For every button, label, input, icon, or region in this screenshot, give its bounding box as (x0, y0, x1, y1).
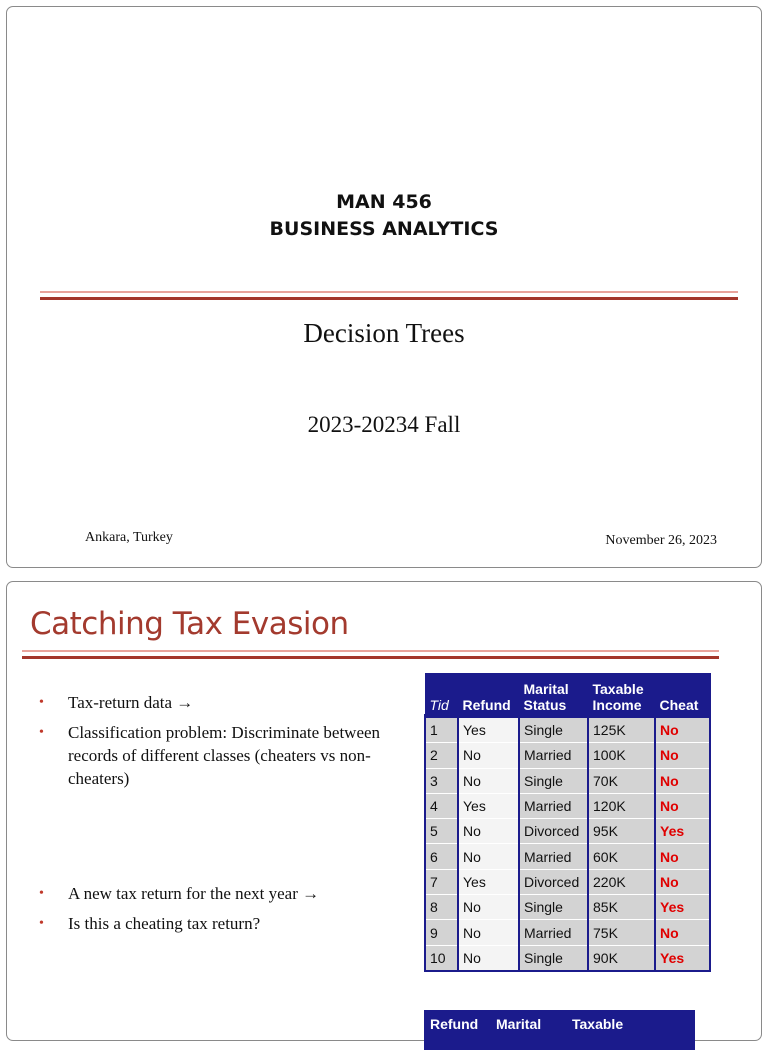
table-cell: 60K (588, 844, 655, 869)
table2-header-cell: Marital (496, 1016, 542, 1032)
table-cell: 2 (425, 743, 458, 768)
table-cell: 125K (588, 716, 655, 743)
table-header-cell: Refund (458, 674, 519, 717)
term-label: 2023-20234 Fall (307, 412, 461, 437)
table-row (425, 768, 710, 793)
table-cell: 5 (425, 819, 458, 844)
bullet-text: Is this a cheating tax return? (68, 914, 261, 933)
table-cell: Yes (655, 945, 710, 971)
location-label: Ankara, Turkey (85, 530, 173, 545)
table-cell: Divorced (519, 869, 588, 894)
table-cell: No (458, 945, 519, 971)
bullet-item (35, 721, 415, 790)
table-cell: 85K (588, 895, 655, 920)
title-slide (6, 6, 762, 568)
course-heading (7, 189, 761, 243)
table-cell: Yes (458, 716, 519, 743)
table-cell: 7 (425, 869, 458, 894)
table-row (425, 920, 710, 945)
bullet-item (35, 882, 415, 905)
table-cell: Yes (655, 819, 710, 844)
table-header-row (425, 674, 710, 717)
table-cell: Yes (458, 869, 519, 894)
table-cell: 95K (588, 819, 655, 844)
table-cell: No (655, 844, 710, 869)
table-row (425, 819, 710, 844)
table-cell: No (458, 844, 519, 869)
table-cell: No (655, 743, 710, 768)
table2-header-cell: Taxable (572, 1016, 624, 1032)
table-row (425, 743, 710, 768)
table-cell: No (458, 743, 519, 768)
divider-thin (22, 650, 719, 652)
table2-header-cell: Refund (430, 1016, 479, 1032)
table-row (425, 895, 710, 920)
table-header-cell: Tid (425, 674, 458, 717)
table-cell: 4 (425, 793, 458, 818)
table-cell: Married (519, 920, 588, 945)
divider-thick (40, 297, 738, 300)
course-name: BUSINESS ANALYTICS (269, 218, 499, 240)
divider-thin (40, 291, 738, 293)
table-header-cell: Cheat (655, 674, 710, 717)
bullet-icon: • (39, 886, 44, 901)
bullet-text: Tax-return data → (68, 693, 194, 712)
table-cell: Divorced (519, 819, 588, 844)
table-cell: Single (519, 716, 588, 743)
table-cell: 75K (588, 920, 655, 945)
table-cell: Married (519, 844, 588, 869)
table-cell: Single (519, 945, 588, 971)
table-cell: Single (519, 768, 588, 793)
table-cell: 90K (588, 945, 655, 971)
table-cell: No (655, 869, 710, 894)
bullet-list-bottom (35, 882, 415, 942)
table-cell: 8 (425, 895, 458, 920)
course-code: MAN 456 (336, 191, 432, 213)
table-cell: No (655, 768, 710, 793)
content-slide (6, 581, 762, 1041)
table-row (425, 793, 710, 818)
bullet-item (35, 912, 415, 935)
bullet-icon: • (39, 916, 44, 931)
table-cell: No (655, 920, 710, 945)
table-cell: No (458, 895, 519, 920)
table-cell: 100K (588, 743, 655, 768)
table-cell: No (458, 920, 519, 945)
table-cell: No (655, 716, 710, 743)
table-header-cell: Taxable Income (588, 674, 655, 717)
table-cell: 120K (588, 793, 655, 818)
table-body (425, 716, 710, 971)
table-cell: No (458, 768, 519, 793)
table-header-cell: Marital Status (519, 674, 588, 717)
table-cell: No (655, 793, 710, 818)
table-cell: Married (519, 793, 588, 818)
table-cell: 3 (425, 768, 458, 793)
table-row (425, 945, 710, 971)
bullet-icon: • (39, 695, 44, 710)
table-cell: 9 (425, 920, 458, 945)
table-row (425, 869, 710, 894)
bullet-text: Classification problem: Discriminate between records of different classes (cheaters vs non-cheaters) (68, 723, 381, 788)
table-cell: 10 (425, 945, 458, 971)
bullet-text: A new tax return for the next year → (68, 884, 320, 903)
table-cell: Yes (458, 793, 519, 818)
table-cell: Single (519, 895, 588, 920)
tax-data-table (424, 673, 711, 972)
divider-thick (22, 656, 719, 659)
slide-title: Catching Tax Evasion (30, 606, 349, 642)
table-cell: Yes (655, 895, 710, 920)
bullet-list-top (35, 691, 415, 797)
table-cell: 6 (425, 844, 458, 869)
bullet-item (35, 691, 415, 714)
bullet-icon: • (39, 725, 44, 740)
table-cell: 70K (588, 768, 655, 793)
table-cell: 220K (588, 869, 655, 894)
table-cell: No (458, 819, 519, 844)
slide-title: Decision Trees (303, 318, 465, 348)
table-row (425, 716, 710, 743)
table-row (425, 844, 710, 869)
second-table-header (424, 1010, 695, 1050)
table-cell: Married (519, 743, 588, 768)
date-label: November 26, 2023 (605, 533, 717, 548)
table-cell: 1 (425, 716, 458, 743)
